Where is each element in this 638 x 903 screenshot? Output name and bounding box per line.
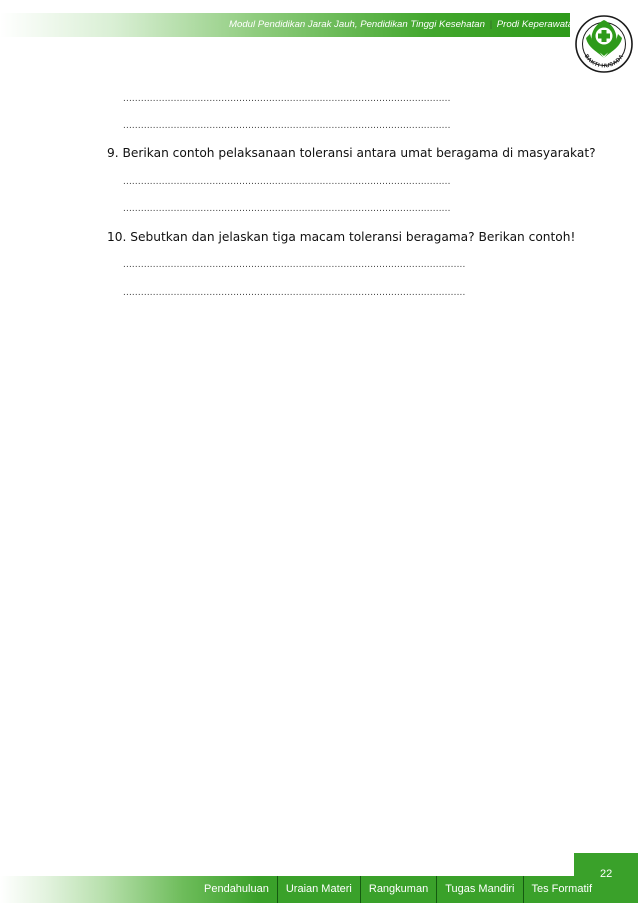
question-text: Berikan contoh pelaksanaan toleransi antara umat beragama di masyarakat? [122, 146, 596, 160]
header-text [229, 16, 579, 34]
bakti-husada-logo [574, 6, 634, 82]
question-number: 9. [107, 146, 119, 160]
answer-line: .............................................................................................................. [123, 203, 451, 214]
footer-nav [196, 876, 600, 903]
page-number: 22 [600, 868, 613, 880]
question-number: 10. [107, 230, 127, 244]
logo-text: BAKTI HUSADA [582, 53, 626, 70]
nav-rangkuman[interactable]: Rangkuman [360, 876, 436, 903]
header-separator: | [489, 19, 493, 30]
nav-tes-formatif[interactable]: Tes Formatif [523, 876, 601, 903]
question-10 [107, 229, 575, 245]
answer-line: .............................................................................................................. [123, 93, 451, 104]
answer-line: .............................................................................................................. [123, 176, 451, 187]
nav-uraian-materi[interactable]: Uraian Materi [277, 876, 360, 903]
nav-tugas-mandiri[interactable]: Tugas Mandiri [436, 876, 522, 903]
answer-line: ................................................................................................................... [123, 259, 466, 270]
answer-line: .............................................................................................................. [123, 120, 451, 131]
answer-line: ................................................................................................................... [123, 287, 466, 298]
question-9 [107, 145, 596, 161]
nav-pendahuluan[interactable]: Pendahuluan [204, 883, 269, 895]
header-subtitle: Prodi Keperawatan [496, 19, 579, 30]
header-title: Modul Pendidikan Jarak Jauh, Pendidikan Tinggi Kesehatan [229, 19, 485, 30]
question-text: Sebutkan dan jelaskan tiga macam toleransi beragama? Berikan contoh! [130, 230, 576, 244]
